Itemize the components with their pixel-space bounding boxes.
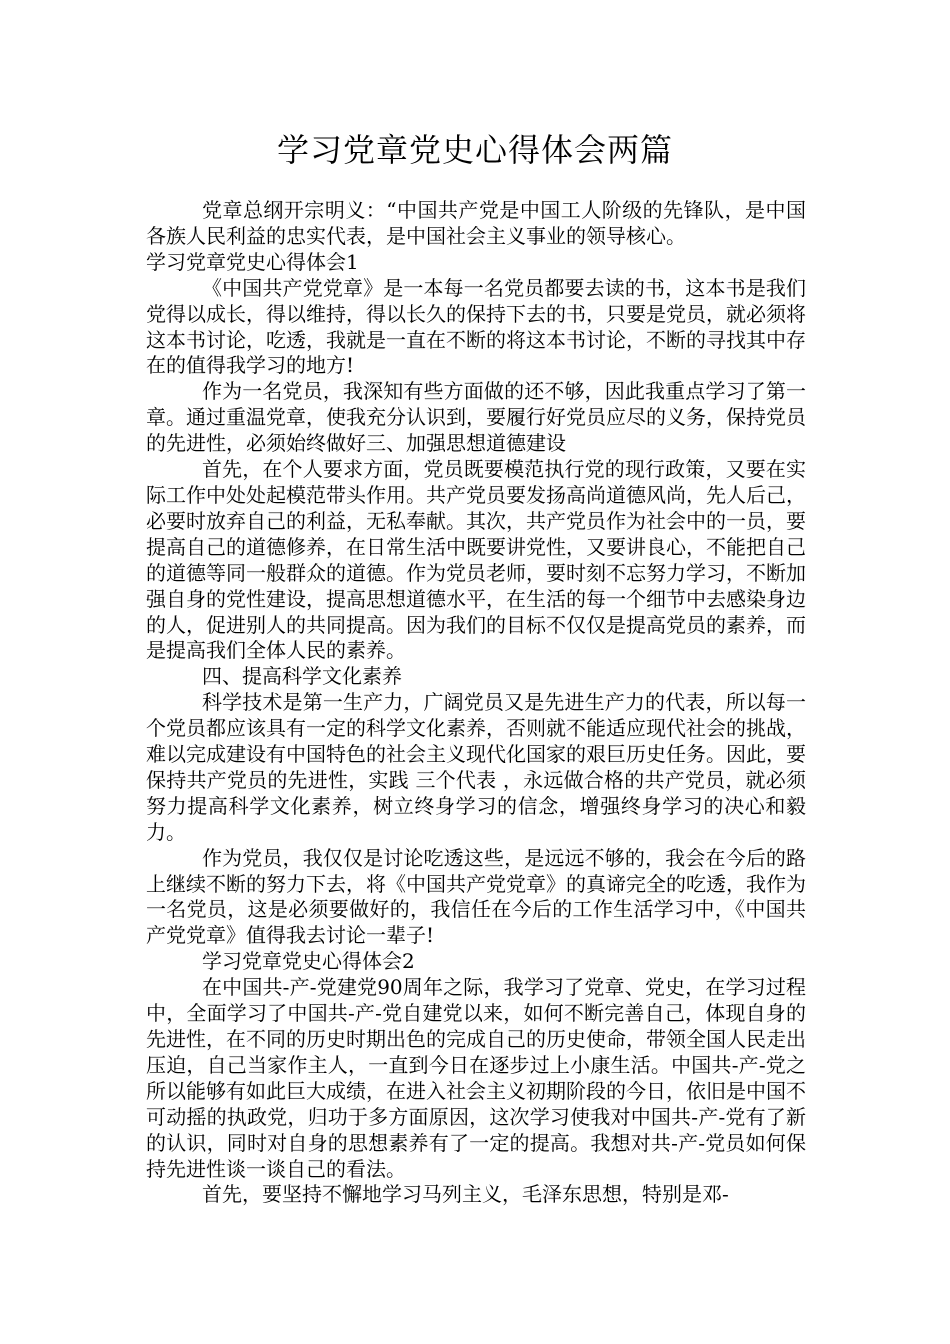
paragraph-intro: 党章总纲开宗明义：“中国共产党是中国工人阶级的先锋队，是中国各族人民利益的忠实代表，是中国社会主义事业的领导核心。 — [146, 198, 806, 248]
paragraph: 作为一名党员，我深知有些方面做的还不够，因此我重点学习了第一章。通过重温党章，使我充分认识到，要履行好党员应尽的义务，保持党员的先进性，必须始终做好三、加强思想道德建设 — [146, 379, 806, 456]
paragraph: 《中国共产党党章》是一本每一名党员都要去读的书，这本书是我们党得以成长，得以维持，得以长久的保持下去的书，只要是党员，就必须将这本书讨论，吃透，我就是一直在不断的将这本书讨论，不断的寻找其中存在的值得我学习的地方! — [146, 275, 806, 378]
paragraph: 首先，在个人要求方面，党员既要模范执行党的现行政策，又要在实际工作中处处起模范带头作用。共产党员要发扬高尚道德风尚，先人后己，必要时放弃自己的利益，无私奉献。其次，共产党员作为社会中的一员，要提高自己的道德修养，在日常生活中既要讲党性，又要讲良心，不能把自己的道德等同一般群众的道德。作为党员老师，要时刻不忘努力学习，不断加强自身的党性建设，提高思想道德水平，在生活的每一个细节中去感染身边的人，促进别人的共同提高。因为我们的目标不仅仅是提高党员的素养，而是提高我们全体人民的素养。 — [146, 457, 806, 663]
section-heading-1: 学习党章党史心得体会1 — [146, 249, 359, 274]
document-body — [146, 198, 806, 1208]
section-heading-2: 学习党章党史心得体会2 — [202, 949, 415, 974]
subheading: 四、提高科学文化素养 — [202, 664, 402, 689]
paragraph: 首先，要坚持不懈地学习马列主义，毛泽东思想，特别是邓- — [202, 1182, 729, 1207]
document-title: 学习党章党史心得体会两篇 — [276, 131, 673, 169]
paragraph: 在中国共-产-党建党90周年之际，我学习了党章、党史，在学习过程中，全面学习了中国共-产-党自建党以来，如何不断完善自己，体现自身的先进性，在不同的历史时期出色的完成自己的历史使命，带领全国人民走出压迫，自己当家作主人，一直到今日在逐步过上小康生活。中国共-产-党之所以能够有如此巨大成绩，在进入社会主义初期阶段的今日，依旧是中国不可动摇的执政党，归功于多方面原因，这次学习使我对中国共-产-党有了新的认识，同时对自身的思想素养有了一定的提高。我想对共-产-党员如何保持先进性谈一谈自己的看法。 — [146, 975, 806, 1181]
paragraph: 科学技术是第一生产力，广阔党员又是先进生产力的代表，所以每一个党员都应该具有一定的科学文化素养，否则就不能适应现代社会的挑战，难以完成建设有中国特色的社会主义现代化国家的艰巨历史任务。因此，要保持共产党员的先进性，实践 三个代表 ，永远做合格的共产党员，就必须努力提高科学文化素养，树立终身学习的信念，增强终身学习的决心和毅力。 — [146, 690, 806, 844]
paragraph: 作为党员，我仅仅是讨论吃透这些，是远远不够的，我会在今后的路上继续不断的努力下去，将《中国共产党党章》的真谛完全的吃透，我作为一名党员，这是必须要做好的，我信任在今后的工作生活学习中，《中国共产党党章》值得我去讨论一辈子! — [146, 845, 806, 948]
